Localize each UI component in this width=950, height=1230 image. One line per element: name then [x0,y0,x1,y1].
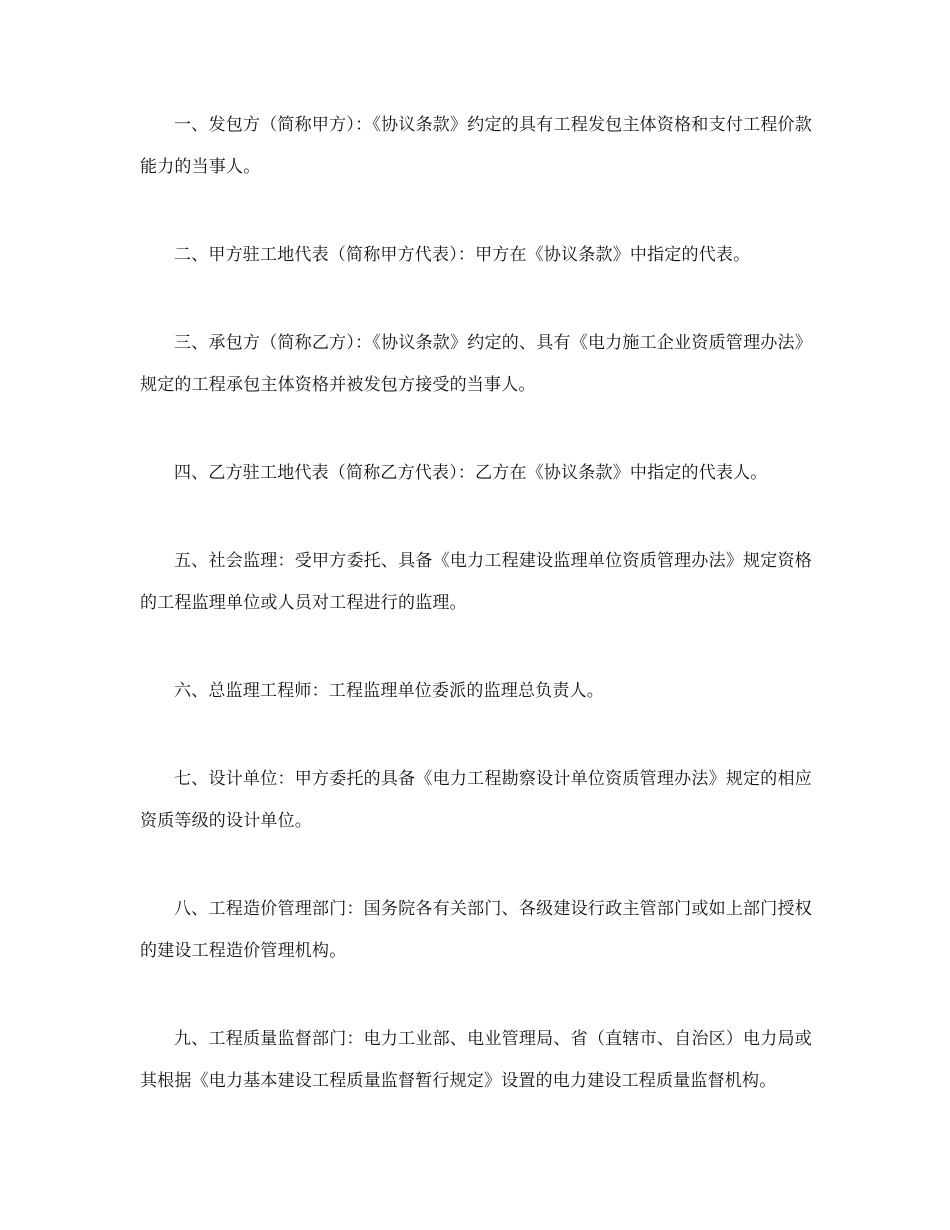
document-body [140,104,812,1148]
clause-6-paragraph: 六、总监理工程师：工程监理单位委派的监理总负责人。 [174,681,604,701]
clause-3-paragraph: 三、承包方（简称乙方）：《协议条款》约定的、具有《电力施工企业资质管理办法》规定的工程承包主体资格并被发包方接受的当事人。 [140,333,812,395]
clause-8-paragraph: 八、工程造价管理部门：国务院各有关部门、各级建设行政主管部门或如上部门授权的建设工程造价管理机构。 [140,899,812,961]
clause-9-paragraph: 九、工程质量监督部门：电力工业部、电业管理局、省（直辖市、自治区）电力局或其根据《电力基本建设工程质量监督暂行规定》设置的电力建设工程质量监督机构。 [140,1029,812,1091]
clause-4-paragraph: 四、乙方驻工地代表（简称乙方代表）：乙方在《协议条款》中指定的代表人。 [174,463,768,483]
clause-2-paragraph: 二、甲方驻工地代表（简称甲方代表）：甲方在《协议条款》中指定的代表。 [174,245,751,265]
clause-5-paragraph: 五、社会监理：受甲方委托、具备《电力工程建设监理单位资质管理办法》规定资格的工程监理单位或人员对工程进行的监理。 [140,551,812,613]
clause-1-paragraph: 一、发包方（简称甲方）：《协议条款》约定的具有工程发包主体资格和支付工程价款能力的当事人。 [140,115,812,177]
clause-7-paragraph: 七、设计单位：甲方委托的具备《电力工程勘察设计单位资质管理办法》规定的相应资质等级的设计单位。 [140,769,812,831]
